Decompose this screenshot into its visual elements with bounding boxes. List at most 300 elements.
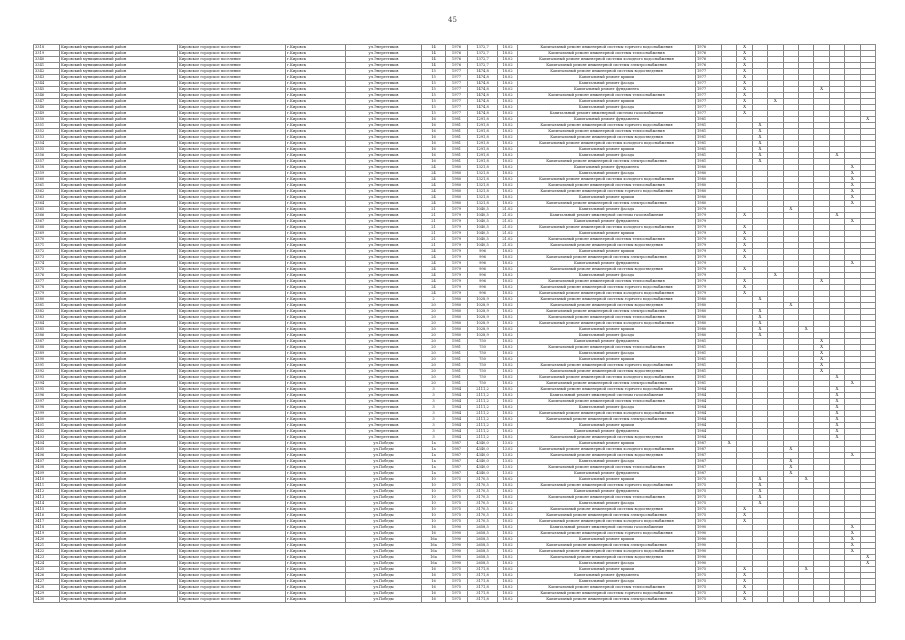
cell-house: 3 — [422, 417, 446, 423]
cell-year: 1975 — [446, 501, 468, 507]
cell-settlement: Кировское городское поселение — [178, 561, 286, 567]
cell-year: 1990 — [446, 537, 468, 543]
cell-city: г.Кировск — [286, 51, 346, 57]
cell-house: 20 — [422, 339, 446, 345]
mark-cell: X — [814, 87, 829, 93]
cell-settlement: Кировское городское поселение — [178, 147, 286, 153]
cell-year: 1976 — [446, 51, 468, 57]
cell-id: 3343 — [34, 75, 60, 81]
cell-house: 16а — [422, 543, 446, 549]
mark-cell: X — [829, 375, 844, 381]
cell-code: 18.02 — [498, 201, 518, 207]
cell-house: 20 — [422, 357, 446, 363]
cell-district: Кировский муниципальный район — [60, 561, 178, 567]
cell-district: Кировский муниципальный район — [60, 141, 178, 147]
cell-code: 13.02 — [498, 465, 518, 471]
cell-year: 1980 — [446, 183, 468, 189]
cell-city: г.Кировск — [286, 267, 346, 273]
cell-street: ул.Энергетиков — [346, 93, 422, 99]
cell-street: ул.Энергетиков — [346, 279, 422, 285]
cell-district: Кировский муниципальный район — [60, 303, 178, 309]
cell-street: ул.Победы — [346, 567, 422, 573]
cell-work: Капитальный ремонт фасада — [518, 105, 696, 111]
cell-district: Кировский муниципальный район — [60, 213, 178, 219]
cell-area: 1372,7 — [468, 63, 498, 69]
cell-plan: 1987 — [696, 441, 722, 447]
mark-cell: X — [737, 75, 752, 81]
cell-id: 3395 — [34, 387, 60, 393]
mark-cell: X — [829, 387, 844, 393]
cell-id: 3374 — [34, 261, 60, 267]
mark-cell: X — [829, 405, 844, 411]
cell-settlement: Кировское городское поселение — [178, 279, 286, 285]
cell-area: 1040,5 — [468, 213, 498, 219]
cell-house: 15 — [422, 99, 446, 105]
register-table — [33, 44, 876, 603]
cell-street: ул.Энергетиков — [346, 249, 422, 255]
mark-cell: X — [737, 237, 752, 243]
mark-cell: X — [829, 393, 844, 399]
cell-house: 3 — [422, 429, 446, 435]
cell-year: 1984 — [446, 423, 468, 429]
cell-district: Кировский муниципальный район — [60, 507, 178, 513]
cell-settlement: Кировское городское поселение — [178, 489, 286, 495]
cell-year: 1977 — [446, 105, 468, 111]
cell-settlement: Кировское городское поселение — [178, 501, 286, 507]
cell-code: 18.02 — [498, 375, 518, 381]
cell-settlement: Кировское городское поселение — [178, 363, 286, 369]
cell-plan: 1984 — [696, 387, 722, 393]
cell-work: Капитальный ремонт фасада — [518, 81, 696, 87]
cell-city: г.Кировск — [286, 447, 346, 453]
cell-settlement: Кировское городское поселение — [178, 423, 286, 429]
cell-street: ул.Победы — [346, 471, 422, 477]
cell-street: ул.Энергетиков — [346, 183, 422, 189]
cell-id: 3405 — [34, 447, 60, 453]
mark-cell: X — [845, 543, 860, 549]
cell-work: Капитальный ремонт инженерной системы холодного водоснабжения — [518, 447, 696, 453]
mark-cell: X — [845, 549, 860, 555]
cell-code: 18.02 — [498, 555, 518, 561]
cell-year: 1977 — [446, 81, 468, 87]
cell-district: Кировский муниципальный район — [60, 315, 178, 321]
cell-work: Капитальный ремонт инженерной системы водоотведения — [518, 69, 696, 75]
cell-area: 2111,2 — [468, 417, 498, 423]
cell-area: 750 — [468, 369, 498, 375]
cell-house: 10 — [422, 483, 446, 489]
cell-year: 1975 — [446, 597, 468, 603]
mark-cell: X — [737, 213, 752, 219]
cell-area: 1321,8 — [468, 189, 498, 195]
cell-settlement: Кировское городское поселение — [178, 333, 286, 339]
cell-work: Капитальный ремонт инженерной системы электроснабжения — [518, 63, 696, 69]
cell-city: г.Кировск — [286, 537, 346, 543]
cell-district: Кировский муниципальный район — [60, 195, 178, 201]
cell-work: Капитальный ремонт фундамента — [518, 261, 696, 267]
cell-year: 1979 — [446, 273, 468, 279]
mark-cell: X — [845, 219, 860, 225]
cell-city: г.Кировск — [286, 255, 346, 261]
cell-year: 1984 — [446, 411, 468, 417]
cell-street: ул.Энергетиков — [346, 147, 422, 153]
cell-settlement: Кировское городское поселение — [178, 507, 286, 513]
cell-code: 18.02 — [498, 387, 518, 393]
cell-id: 3429 — [34, 591, 60, 597]
mark-cell: X — [768, 99, 783, 105]
cell-id: 3409 — [34, 471, 60, 477]
cell-settlement: Кировское городское поселение — [178, 591, 286, 597]
cell-id: 3411 — [34, 483, 60, 489]
cell-code: 18.02 — [498, 507, 518, 513]
cell-work: Капитальный ремонт инженерной системы теплоснабжения — [518, 279, 696, 285]
cell-street: ул.Энергетиков — [346, 201, 422, 207]
cell-district: Кировский муниципальный район — [60, 219, 178, 225]
cell-code: 18.02 — [498, 309, 518, 315]
cell-area: 996 — [468, 279, 498, 285]
mark-cell: X — [737, 87, 752, 93]
cell-settlement: Кировское городское поселение — [178, 441, 286, 447]
cell-year: 1980 — [446, 195, 468, 201]
mark-cell: X — [845, 177, 860, 183]
cell-work: Капитальный ремонт крыши — [518, 327, 696, 333]
cell-city: г.Кировск — [286, 507, 346, 513]
cell-house: 20 — [422, 327, 446, 333]
cell-year: 1975 — [446, 585, 468, 591]
mark-cell: X — [737, 255, 752, 261]
cell-code: 18.02 — [498, 315, 518, 321]
cell-settlement: Кировское городское поселение — [178, 255, 286, 261]
cell-district: Кировский муниципальный район — [60, 567, 178, 573]
cell-code: 18.02 — [498, 393, 518, 399]
cell-year: 1977 — [446, 87, 468, 93]
mark-cell: X — [829, 213, 844, 219]
cell-id: 3399 — [34, 411, 60, 417]
cell-plan: 1975 — [696, 573, 722, 579]
cell-city: г.Кировск — [286, 207, 346, 213]
cell-year: 1979 — [446, 231, 468, 237]
cell-area: 3170,5 — [468, 507, 498, 513]
cell-plan: 1975 — [696, 495, 722, 501]
cell-year: 1980 — [446, 297, 468, 303]
cell-settlement: Кировское городское поселение — [178, 201, 286, 207]
cell-plan: 1980 — [696, 201, 722, 207]
cell-house: 16 — [422, 597, 446, 603]
cell-id: 3428 — [34, 585, 60, 591]
mark-cell: X — [752, 153, 767, 159]
cell-street: ул.Энергетиков — [346, 153, 422, 159]
cell-work: Капитальный ремонт инженерной системы холодного водоснабжения — [518, 225, 696, 231]
cell-street: ул.Энергетиков — [346, 291, 422, 297]
cell-city: г.Кировск — [286, 555, 346, 561]
cell-id: 3359 — [34, 171, 60, 177]
cell-house: 21 — [422, 237, 446, 243]
cell-code: 18.02 — [498, 87, 518, 93]
cell-district: Кировский муниципальный район — [60, 591, 178, 597]
cell-street: ул.Энергетиков — [346, 285, 422, 291]
cell-code: 18.02 — [498, 279, 518, 285]
cell-district: Кировский муниципальный район — [60, 153, 178, 159]
cell-plan: 1975 — [696, 513, 722, 519]
cell-district: Кировский муниципальный район — [60, 435, 178, 441]
cell-area: 1040,5 — [468, 237, 498, 243]
cell-year: 1976 — [446, 63, 468, 69]
cell-settlement: Кировское городское поселение — [178, 219, 286, 225]
mark-cell: X — [845, 195, 860, 201]
cell-year: 1975 — [446, 579, 468, 585]
cell-house: 20 — [422, 303, 446, 309]
cell-plan: 1984 — [696, 429, 722, 435]
cell-area: 2111,2 — [468, 435, 498, 441]
cell-year: 1987 — [446, 459, 468, 465]
cell-work: Капитальный ремонт фасада — [518, 501, 696, 507]
cell-area: 1474,8 — [468, 87, 498, 93]
cell-year: 1987 — [446, 447, 468, 453]
cell-work: Капитальный ремонт инженерной системы водоотведения — [518, 267, 696, 273]
cell-house: 16 — [422, 141, 446, 147]
cell-year: 1981 — [446, 159, 468, 165]
cell-work: Капитальный ремонт инженерной системы теплоснабжения — [518, 129, 696, 135]
cell-plan: 1975 — [696, 579, 722, 585]
mark-cell: X — [814, 369, 829, 375]
cell-district: Кировский муниципальный район — [60, 201, 178, 207]
mark-cell: X — [752, 333, 767, 339]
cell-code: 18.02 — [498, 519, 518, 525]
cell-id: 3401 — [34, 423, 60, 429]
cell-city: г.Кировск — [286, 339, 346, 345]
cell-settlement: Кировское городское поселение — [178, 297, 286, 303]
cell-work: Капитальный ремонт инженерной системы холодного водоснабжения — [518, 549, 696, 555]
cell-district: Кировский муниципальный район — [60, 117, 178, 123]
cell-city: г.Кировск — [286, 315, 346, 321]
cell-settlement: Кировское городское поселение — [178, 81, 286, 87]
cell-city: г.Кировск — [286, 201, 346, 207]
cell-area: 750 — [468, 339, 498, 345]
cell-house: 10 — [422, 495, 446, 501]
cell-house: 3 — [422, 423, 446, 429]
cell-code: 18.02 — [498, 93, 518, 99]
cell-district: Кировский муниципальный район — [60, 57, 178, 63]
cell-city: г.Кировск — [286, 63, 346, 69]
cell-area: 3170,5 — [468, 477, 498, 483]
cell-work: Капитальный ремонт фасада — [518, 579, 696, 585]
cell-id: 3344 — [34, 81, 60, 87]
cell-code: 18.02 — [498, 381, 518, 387]
mark-cell — [845, 597, 860, 603]
cell-code: 18.02 — [498, 171, 518, 177]
cell-plan: 1981 — [696, 345, 722, 351]
cell-year: 1980 — [446, 201, 468, 207]
cell-city: г.Кировск — [286, 519, 346, 525]
cell-street: ул.Энергетиков — [346, 225, 422, 231]
cell-street: ул.Энергетиков — [346, 105, 422, 111]
cell-year: 1981 — [446, 369, 468, 375]
cell-district: Кировский муниципальный район — [60, 267, 178, 273]
cell-district: Кировский муниципальный район — [60, 387, 178, 393]
cell-work: Капитальный ремонт инженерной системы водоотведения — [518, 303, 696, 309]
cell-street: ул.Энергетиков — [346, 69, 422, 75]
cell-id: 3388 — [34, 345, 60, 351]
cell-year: 1981 — [446, 345, 468, 351]
cell-street: ул.Энергетиков — [346, 129, 422, 135]
cell-code: 18.02 — [498, 339, 518, 345]
cell-district: Кировский муниципальный район — [60, 63, 178, 69]
cell-code: 18.02 — [498, 525, 518, 531]
cell-area: 750 — [468, 357, 498, 363]
cell-city: г.Кировск — [286, 585, 346, 591]
cell-id: 3380 — [34, 297, 60, 303]
cell-code: 18.02 — [498, 69, 518, 75]
register-body — [34, 45, 876, 603]
cell-city: г.Кировск — [286, 177, 346, 183]
mark-cell — [860, 597, 875, 603]
cell-house: 24 — [422, 249, 446, 255]
cell-city: г.Кировск — [286, 411, 346, 417]
cell-code: 18.02 — [498, 105, 518, 111]
cell-year: 1981 — [446, 135, 468, 141]
mark-cell: X — [845, 183, 860, 189]
cell-id: 3352 — [34, 129, 60, 135]
cell-settlement: Кировское городское поселение — [178, 261, 286, 267]
cell-area: 1028,9 — [468, 315, 498, 321]
cell-work: Капитальный ремонт крыши — [518, 423, 696, 429]
cell-area: 1028,9 — [468, 303, 498, 309]
cell-plan: 1979 — [696, 255, 722, 261]
cell-work: Капитальный ремонт фундамента — [518, 429, 696, 435]
cell-house: 15 — [422, 111, 446, 117]
cell-year: 1980 — [446, 327, 468, 333]
cell-settlement: Кировское городское поселение — [178, 465, 286, 471]
cell-year: 1984 — [446, 405, 468, 411]
cell-city: г.Кировск — [286, 495, 346, 501]
cell-district: Кировский муниципальный район — [60, 363, 178, 369]
cell-code: 18.02 — [498, 567, 518, 573]
cell-district: Кировский муниципальный район — [60, 573, 178, 579]
mark-cell: X — [737, 63, 752, 69]
cell-id: 3353 — [34, 135, 60, 141]
cell-code: 13.02 — [498, 459, 518, 465]
cell-code: 21.02 — [498, 231, 518, 237]
cell-settlement: Кировское городское поселение — [178, 375, 286, 381]
cell-work: Капитальный ремонт фундамента — [518, 117, 696, 123]
cell-house: 15 — [422, 93, 446, 99]
cell-house: 10 — [422, 489, 446, 495]
cell-settlement: Кировское городское поселение — [178, 477, 286, 483]
cell-settlement: Кировское городское поселение — [178, 249, 286, 255]
cell-settlement: Кировское городское поселение — [178, 495, 286, 501]
mark-cell: X — [737, 285, 752, 291]
cell-year: 1976 — [446, 45, 468, 51]
cell-plan: 1981 — [696, 159, 722, 165]
cell-work: Капитальный ремонт инженерной системы теплоснабжения — [518, 465, 696, 471]
cell-settlement: Кировское городское поселение — [178, 573, 286, 579]
cell-house: 21 — [422, 243, 446, 249]
cell-city: г.Кировск — [286, 69, 346, 75]
cell-settlement: Кировское городское поселение — [178, 393, 286, 399]
cell-settlement: Кировское городское поселение — [178, 57, 286, 63]
cell-plan: 1990 — [696, 561, 722, 567]
cell-code: 18.02 — [498, 57, 518, 63]
cell-area: 4340,0 — [468, 453, 498, 459]
cell-code: 18.02 — [498, 291, 518, 297]
cell-year: 1975 — [446, 483, 468, 489]
cell-area: 3171,8 — [468, 585, 498, 591]
cell-district: Кировский муниципальный район — [60, 513, 178, 519]
cell-year: 1990 — [446, 555, 468, 561]
cell-id: 3400 — [34, 417, 60, 423]
cell-plan: 1975 — [696, 519, 722, 525]
cell-year: 1981 — [446, 339, 468, 345]
cell-settlement: Кировское городское поселение — [178, 471, 286, 477]
cell-house: 16а — [422, 555, 446, 561]
cell-work: Капитальный ремонт инженерной системы холодного водоснабжения — [518, 291, 696, 297]
cell-city: г.Кировск — [286, 57, 346, 63]
cell-area: 750 — [468, 375, 498, 381]
cell-district: Кировский муниципальный район — [60, 483, 178, 489]
cell-id: 3425 — [34, 567, 60, 573]
cell-plan: 1984 — [696, 423, 722, 429]
cell-district: Кировский муниципальный район — [60, 411, 178, 417]
cell-area: 1474,8 — [468, 93, 498, 99]
cell-area: 2658,5 — [468, 549, 498, 555]
cell-id: 3387 — [34, 339, 60, 345]
cell-id: 3340 — [34, 57, 60, 63]
cell-work: Капитальный ремонт инженерной системы холодного водоснабжения — [518, 411, 696, 417]
cell-area: 1372,7 — [468, 51, 498, 57]
cell-id: 3381 — [34, 303, 60, 309]
cell-street: ул.Энергетиков — [346, 333, 422, 339]
cell-id: 3348 — [34, 105, 60, 111]
cell-work: Капитальный ремонт инженерной системы горячего водоснабжения — [518, 483, 696, 489]
cell-plan: 1990 — [696, 549, 722, 555]
cell-district: Кировский муниципальный район — [60, 69, 178, 75]
cell-code: 18.02 — [498, 411, 518, 417]
cell-plan: 1980 — [696, 333, 722, 339]
cell-id: 3403 — [34, 435, 60, 441]
cell-district: Кировский муниципальный район — [60, 231, 178, 237]
cell-city: г.Кировск — [286, 369, 346, 375]
cell-city: г.Кировск — [286, 549, 346, 555]
mark-cell: X — [737, 51, 752, 57]
cell-plan: 1979 — [696, 249, 722, 255]
cell-house: 21 — [422, 219, 446, 225]
cell-district: Кировский муниципальный район — [60, 165, 178, 171]
cell-settlement: Кировское городское поселение — [178, 99, 286, 105]
cell-area: 996 — [468, 285, 498, 291]
cell-city: г.Кировск — [286, 543, 346, 549]
cell-city: г.Кировск — [286, 429, 346, 435]
cell-plan: 1981 — [696, 351, 722, 357]
cell-id: 3379 — [34, 291, 60, 297]
cell-id: 3318 — [34, 45, 60, 51]
cell-district: Кировский муниципальный район — [60, 447, 178, 453]
cell-city: г.Кировск — [286, 183, 346, 189]
cell-house: 16 — [422, 579, 446, 585]
cell-settlement: Кировское городское поселение — [178, 213, 286, 219]
cell-id: 3416 — [34, 513, 60, 519]
cell-id: 3372 — [34, 249, 60, 255]
cell-work: Капитальный ремонт инженерной системы горячего водоснабжения — [518, 45, 696, 51]
cell-house: 16 — [422, 525, 446, 531]
cell-year: 1981 — [446, 375, 468, 381]
cell-city: г.Кировск — [286, 525, 346, 531]
mark-cell: X — [798, 567, 813, 573]
cell-work: Капитальный ремонт фундамента — [518, 87, 696, 93]
cell-area: 1040,5 — [468, 225, 498, 231]
mark-cell: X — [737, 225, 752, 231]
mark-cell: X — [845, 201, 860, 207]
cell-plan: 1981 — [696, 135, 722, 141]
cell-work: Капитальный ремонт инженерной системы теплоснабжения — [518, 93, 696, 99]
